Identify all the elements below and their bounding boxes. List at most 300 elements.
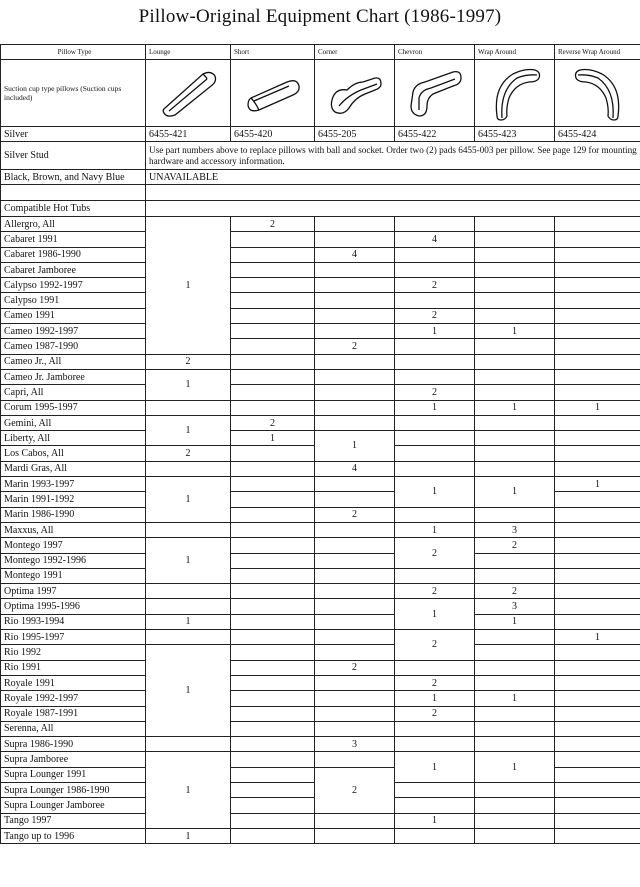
chevron-pillow-icon: [405, 66, 467, 120]
empty-cell: [315, 522, 395, 537]
tub-row: [1, 461, 640, 476]
suction-pillow-row: [1, 60, 640, 127]
empty-cell: [475, 431, 555, 446]
empty-cell: [395, 293, 475, 308]
empty-cell: [231, 446, 315, 461]
tub-row: [1, 415, 640, 430]
empty-cell: [315, 706, 395, 721]
tub-name: Marin 1991-1992: [1, 492, 146, 507]
reverse-wrap-around-pillow-cell: [555, 60, 640, 127]
empty-cell: [315, 293, 395, 308]
silver-stud-row: [1, 142, 640, 170]
pillow-quantity: 2: [395, 308, 475, 323]
part-number: 6455-205: [315, 127, 395, 142]
empty-cell: [555, 737, 640, 752]
empty-cell: [315, 492, 395, 507]
empty-cell: [475, 217, 555, 232]
empty-cell: [555, 339, 640, 354]
wrap-around-pillow-icon: [485, 64, 547, 122]
pillow-quantity: 1: [231, 431, 315, 446]
pillow-quantity: 2: [395, 584, 475, 599]
empty-cell: [231, 553, 315, 568]
empty-cell: [231, 293, 315, 308]
empty-cell: [146, 584, 231, 599]
pillow-quantity: 3: [315, 737, 395, 752]
empty-cell: [475, 415, 555, 430]
tub-name: Cameo 1991: [1, 308, 146, 323]
empty-cell: [395, 568, 475, 583]
tub-row: [1, 339, 640, 354]
empty-cell: [315, 568, 395, 583]
tub-name: Cabaret 1991: [1, 232, 146, 247]
empty-cell: [315, 675, 395, 690]
tub-name: Liberty, All: [1, 431, 146, 446]
empty-cell: [315, 400, 395, 415]
empty-cell: [475, 568, 555, 583]
empty-cell: [315, 645, 395, 660]
reverse-wrap-around-pillow-icon: [568, 64, 630, 122]
pillow-quantity: 2: [395, 675, 475, 690]
pillow-quantity: 4: [395, 232, 475, 247]
empty-cell: [555, 614, 640, 629]
empty-cell: [555, 752, 640, 767]
empty-cell: [475, 630, 555, 645]
tub-name: Supra Lounger Jamboree: [1, 798, 146, 813]
empty-cell: [231, 798, 315, 813]
tub-name: Calypso 1991: [1, 293, 146, 308]
tub-name: Cameo Jr. Jamboree: [1, 369, 146, 384]
tub-row: [1, 660, 640, 675]
tub-row: [1, 477, 640, 492]
empty-cell: [231, 354, 315, 369]
pillow-quantity: 1: [146, 752, 231, 828]
pillow-quantity: 1: [146, 217, 231, 355]
empty-cell: [475, 385, 555, 400]
empty-cell: [555, 721, 640, 736]
empty-cell: [555, 278, 640, 293]
part-number: 6455-422: [395, 127, 475, 142]
empty-cell: [231, 522, 315, 537]
pillow-quantity: 4: [315, 461, 395, 476]
tub-name: Capri, All: [1, 385, 146, 400]
pillow-quantity: 2: [395, 706, 475, 721]
pillow-quantity: 3: [475, 522, 555, 537]
empty-cell: [555, 675, 640, 690]
tub-name: Marin 1986-1990: [1, 507, 146, 522]
empty-cell: [231, 492, 315, 507]
empty-cell: [475, 262, 555, 277]
empty-cell: [555, 354, 640, 369]
empty-cell: [555, 369, 640, 384]
tub-row: [1, 721, 640, 736]
empty-cell: [555, 645, 640, 660]
empty-cell: [315, 415, 395, 430]
tub-row: [1, 737, 640, 752]
tub-row: [1, 813, 640, 828]
tub-name: Los Cabos, All: [1, 446, 146, 461]
empty-cell: [231, 584, 315, 599]
empty-cell: [315, 354, 395, 369]
part-number: 6455-421: [146, 127, 231, 142]
pillow-quantity: 1: [146, 369, 231, 400]
tub-name: Calypso 1992-1997: [1, 278, 146, 293]
empty-cell: [555, 461, 640, 476]
pillow-quantity: 1: [395, 324, 475, 339]
empty-cell: [475, 232, 555, 247]
empty-cell: [231, 507, 315, 522]
pillow-quantity: 1: [146, 828, 231, 843]
header-chevron: Chevron: [395, 45, 475, 60]
tub-name: Montego 1997: [1, 538, 146, 553]
empty-cell: [231, 247, 315, 262]
tub-name: Serenna, All: [1, 721, 146, 736]
tub-row: [1, 691, 640, 706]
tub-name: Rio 1991: [1, 660, 146, 675]
empty-cell: [231, 477, 315, 492]
tub-name: Cameo Jr., All: [1, 354, 146, 369]
empty-cell: [395, 721, 475, 736]
pillow-quantity: 1: [555, 400, 640, 415]
empty-cell: [315, 217, 395, 232]
empty-cell: [231, 660, 315, 675]
silver-stud-label: Silver Stud: [1, 142, 146, 170]
empty-cell: [231, 308, 315, 323]
empty-cell: [475, 507, 555, 522]
tub-row: [1, 630, 640, 645]
pillow-quantity: 1: [555, 477, 640, 492]
pillow-quantity: 2: [146, 354, 231, 369]
tub-row: [1, 431, 640, 446]
empty-cell: [315, 324, 395, 339]
empty-cell: [475, 798, 555, 813]
empty-cell: [315, 538, 395, 553]
tub-row: [1, 645, 640, 660]
tub-name: Marin 1993-1997: [1, 477, 146, 492]
tub-name: Supra Jamboree: [1, 752, 146, 767]
empty-cell: [231, 339, 315, 354]
tub-name: Mardi Gras, All: [1, 461, 146, 476]
spacer-cell: [1, 185, 146, 201]
tub-row: [1, 675, 640, 690]
empty-cell: [231, 400, 315, 415]
tub-row: [1, 385, 640, 400]
tub-row: [1, 706, 640, 721]
empty-cell: [231, 782, 315, 797]
tub-row: [1, 369, 640, 384]
empty-cell: [315, 721, 395, 736]
empty-cell: [231, 278, 315, 293]
tub-name: Cabaret 1986-1990: [1, 247, 146, 262]
pillow-quantity: 1: [475, 477, 555, 508]
tub-name: Montego 1992-1996: [1, 553, 146, 568]
empty-cell: [315, 813, 395, 828]
suction-label: Suction cup type pillows (Suction cups included): [1, 60, 146, 127]
pillow-quantity: 1: [395, 813, 475, 828]
section-row: [1, 201, 640, 217]
pillow-quantity: 1: [395, 691, 475, 706]
empty-cell: [475, 553, 555, 568]
empty-cell: [146, 599, 231, 614]
empty-cell: [231, 675, 315, 690]
empty-cell: [555, 691, 640, 706]
empty-cell: [475, 706, 555, 721]
lounge-pillow-icon: [159, 68, 221, 118]
empty-cell: [475, 293, 555, 308]
tub-name: Montego 1991: [1, 568, 146, 583]
empty-cell: [395, 660, 475, 675]
chevron-pillow-cell: [395, 60, 475, 127]
empty-cell: [475, 645, 555, 660]
empty-cell: [315, 308, 395, 323]
empty-cell: [475, 721, 555, 736]
tub-name: Maxxus, All: [1, 522, 146, 537]
empty-cell: [555, 767, 640, 782]
empty-cell: [555, 431, 640, 446]
tub-row: [1, 553, 640, 568]
empty-cell: [555, 782, 640, 797]
tub-name: Allergro, All: [1, 217, 146, 232]
header-reverse-wrap-around: Reverse Wrap Around: [555, 45, 640, 60]
empty-cell: [395, 415, 475, 430]
pillow-quantity: 1: [475, 691, 555, 706]
tub-name: Royale 1992-1997: [1, 691, 146, 706]
pillow-quantity: 2: [231, 415, 315, 430]
empty-cell: [475, 813, 555, 828]
empty-cell: [395, 737, 475, 752]
tub-row: [1, 568, 640, 583]
empty-cell: [555, 507, 640, 522]
pillow-quantity: 1: [395, 400, 475, 415]
header-short: Short: [231, 45, 315, 60]
empty-cell: [231, 262, 315, 277]
tub-name: Cameo 1987-1990: [1, 339, 146, 354]
empty-cell: [231, 752, 315, 767]
empty-cell: [231, 691, 315, 706]
empty-cell: [146, 630, 231, 645]
pillow-quantity: 2: [146, 446, 231, 461]
empty-cell: [231, 369, 315, 384]
empty-cell: [395, 339, 475, 354]
pillow-quantity: 2: [315, 339, 395, 354]
empty-cell: [315, 369, 395, 384]
empty-cell: [555, 492, 640, 507]
empty-cell: [555, 813, 640, 828]
empty-cell: [231, 568, 315, 583]
empty-cell: [315, 262, 395, 277]
empty-cell: [395, 461, 475, 476]
tub-name: Optima 1997: [1, 584, 146, 599]
empty-cell: [231, 645, 315, 660]
empty-cell: [475, 461, 555, 476]
header-wrap-around: Wrap Around: [475, 45, 555, 60]
equipment-chart-table: [0, 44, 640, 844]
pillow-quantity: 1: [395, 599, 475, 630]
empty-cell: [555, 538, 640, 553]
empty-cell: [231, 737, 315, 752]
empty-cell: [555, 247, 640, 262]
empty-cell: [315, 553, 395, 568]
tub-name: Rio 1992: [1, 645, 146, 660]
part-number: 6455-420: [231, 127, 315, 142]
part-number: 6455-423: [475, 127, 555, 142]
corner-pillow-icon: [325, 68, 387, 118]
wrap-around-pillow-cell: [475, 60, 555, 127]
tub-name: Tango 1997: [1, 813, 146, 828]
tub-row: [1, 262, 640, 277]
empty-cell: [231, 385, 315, 400]
empty-cell: [395, 431, 475, 446]
empty-cell: [475, 737, 555, 752]
pillow-quantity: 1: [146, 645, 231, 737]
empty-cell: [146, 461, 231, 476]
silver-label: Silver: [1, 127, 146, 142]
empty-cell: [315, 614, 395, 629]
pillow-quantity: 1: [315, 431, 395, 462]
colors-row: [1, 170, 640, 185]
pillow-quantity: 4: [315, 247, 395, 262]
empty-cell: [231, 630, 315, 645]
empty-cell: [231, 767, 315, 782]
tub-row: [1, 522, 640, 537]
pillow-quantity: 1: [395, 522, 475, 537]
pillow-quantity: 2: [395, 278, 475, 293]
tub-row: [1, 308, 640, 323]
pillow-quantity: 1: [395, 477, 475, 508]
pillow-quantity: 1: [475, 614, 555, 629]
tub-name: Gemini, All: [1, 415, 146, 430]
empty-cell: [475, 828, 555, 843]
tub-row: [1, 278, 640, 293]
short-pillow-cell: [231, 60, 315, 127]
tub-row: [1, 828, 640, 843]
empty-cell: [231, 828, 315, 843]
empty-cell: [555, 293, 640, 308]
empty-cell: [555, 568, 640, 583]
empty-cell: [555, 584, 640, 599]
empty-cell: [555, 446, 640, 461]
pillow-quantity: 2: [475, 538, 555, 553]
empty-cell: [475, 278, 555, 293]
tub-name: Royale 1991: [1, 675, 146, 690]
empty-cell: [315, 278, 395, 293]
pillow-quantity: 2: [395, 630, 475, 661]
lounge-pillow-cell: [146, 60, 231, 127]
empty-cell: [146, 737, 231, 752]
empty-cell: [555, 706, 640, 721]
empty-cell: [555, 660, 640, 675]
empty-cell: [395, 507, 475, 522]
short-pillow-icon: [243, 68, 305, 118]
pillow-quantity: 1: [475, 324, 555, 339]
tub-name: Rio 1993-1994: [1, 614, 146, 629]
empty-cell: [555, 217, 640, 232]
empty-cell: [231, 721, 315, 736]
empty-cell: [475, 369, 555, 384]
tub-name: Royale 1987-1991: [1, 706, 146, 721]
pillow-quantity: 2: [315, 660, 395, 675]
tub-row: [1, 232, 640, 247]
pillow-quantity: 2: [395, 385, 475, 400]
pillow-quantity: 1: [146, 538, 231, 584]
tub-row: [1, 324, 640, 339]
empty-cell: [231, 232, 315, 247]
empty-cell: [315, 691, 395, 706]
tub-name: Optima 1995-1996: [1, 599, 146, 614]
tub-row: [1, 584, 640, 599]
header-lounge: Lounge: [146, 45, 231, 60]
empty-cell: [315, 232, 395, 247]
empty-cell: [146, 522, 231, 537]
empty-cell: [395, 828, 475, 843]
empty-cell: [315, 752, 395, 767]
empty-cell: [315, 599, 395, 614]
empty-cell: [555, 262, 640, 277]
empty-cell: [395, 369, 475, 384]
tub-name: Rio 1995-1997: [1, 630, 146, 645]
empty-cell: [475, 339, 555, 354]
tub-row: [1, 247, 640, 262]
pillow-quantity: 2: [231, 217, 315, 232]
pillow-quantity: 1: [475, 752, 555, 783]
header-row: [1, 45, 640, 60]
empty-cell: [395, 782, 475, 797]
spacer-cell: [146, 185, 640, 201]
tub-name: Cabaret Jamboree: [1, 262, 146, 277]
pillow-quantity: 2: [315, 767, 395, 813]
tub-name: Supra 1986-1990: [1, 737, 146, 752]
pillow-quantity: 1: [395, 752, 475, 783]
section-label: Compatible Hot Tubs: [1, 201, 146, 217]
tub-row: [1, 538, 640, 553]
empty-cell: [395, 262, 475, 277]
empty-cell: [555, 324, 640, 339]
part-number: 6455-424: [555, 127, 640, 142]
pillow-quantity: 1: [146, 477, 231, 523]
empty-cell: [555, 232, 640, 247]
empty-cell: [475, 660, 555, 675]
empty-cell: [315, 828, 395, 843]
empty-cell: [555, 599, 640, 614]
empty-cell: [231, 614, 315, 629]
empty-cell: [146, 400, 231, 415]
empty-cell: [395, 446, 475, 461]
empty-cell: [475, 308, 555, 323]
pillow-quantity: 2: [475, 584, 555, 599]
empty-cell: [555, 798, 640, 813]
page-title: Pillow-Original Equipment Chart (1986-1997): [138, 5, 502, 27]
tub-row: [1, 507, 640, 522]
empty-cell: [395, 354, 475, 369]
empty-cell: [395, 247, 475, 262]
empty-cell: [555, 385, 640, 400]
empty-cell: [231, 813, 315, 828]
empty-cell: [475, 446, 555, 461]
tub-name: Cameo 1992-1997: [1, 324, 146, 339]
empty-cell: [475, 354, 555, 369]
empty-cell: [315, 584, 395, 599]
empty-cell: [231, 461, 315, 476]
empty-cell: [231, 324, 315, 339]
spacer-row: [1, 185, 640, 201]
tub-row: [1, 217, 640, 232]
empty-cell: [475, 247, 555, 262]
tub-name: Supra Lounger 1986-1990: [1, 782, 146, 797]
header-corner: Corner: [315, 45, 395, 60]
empty-cell: [555, 415, 640, 430]
empty-cell: [475, 675, 555, 690]
silver-row: [1, 127, 640, 142]
tub-name: Supra Lounger 1991: [1, 767, 146, 782]
